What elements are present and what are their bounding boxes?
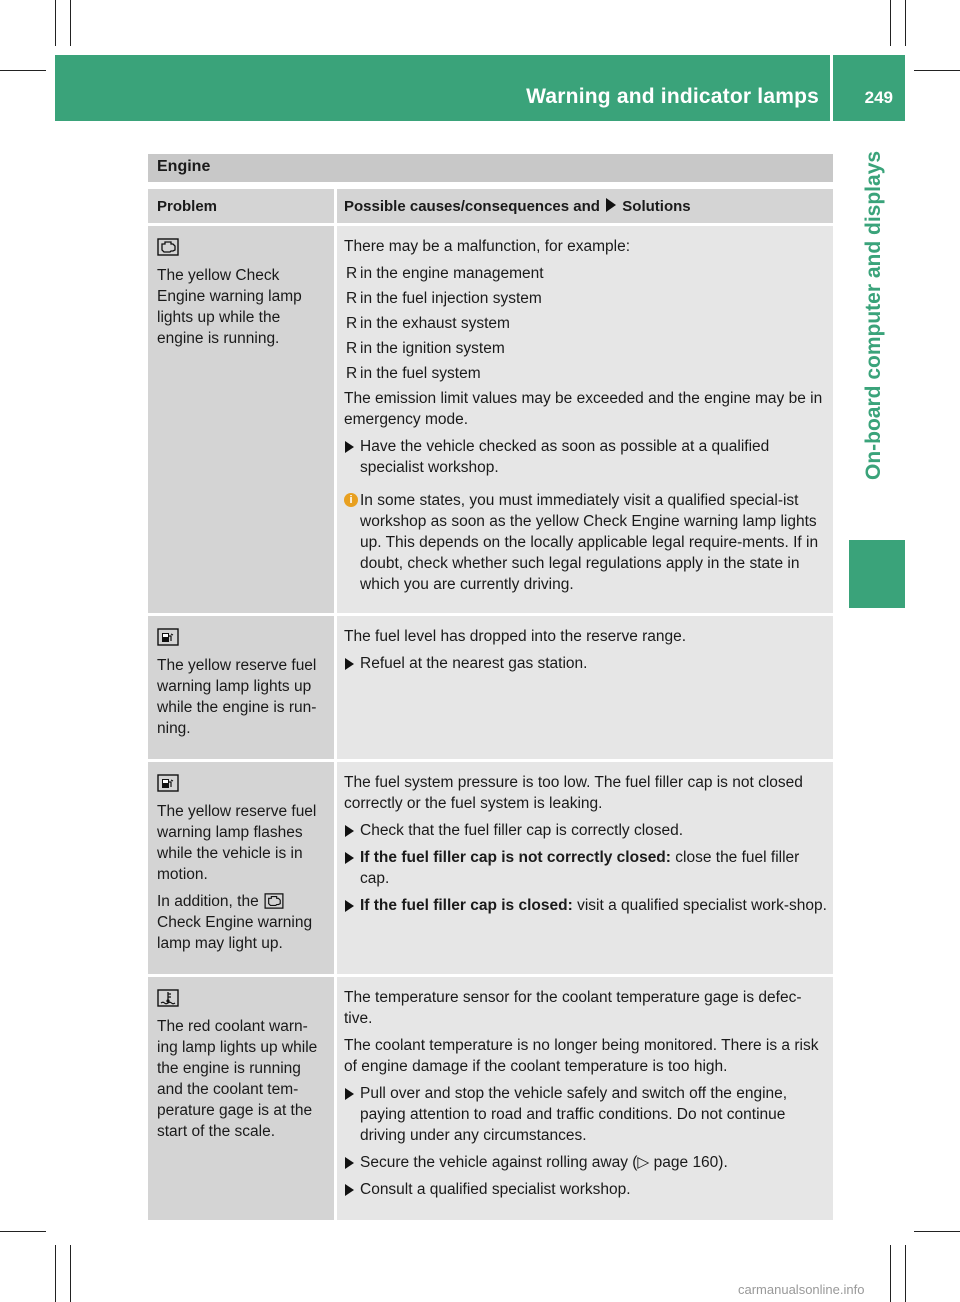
crop-mark — [0, 1231, 46, 1232]
problem-cell — [148, 226, 334, 613]
table-row — [148, 974, 833, 1220]
solution-cell — [337, 977, 833, 1220]
header-solutions — [337, 189, 833, 223]
solution-step: Check that the fuel filler cap is correctly closed. — [344, 820, 827, 841]
solution-cell — [337, 226, 833, 613]
solution-step: Secure the vehicle against rolling away (▷ page 160). — [344, 1152, 827, 1173]
solution-step: Have the vehicle checked as soon as possible at a qualified specialist workshop. — [344, 436, 827, 478]
fuel-reserve-lamp-icon — [157, 774, 179, 792]
problem-text: The yellow Check Engine warning lamp lights up while the engine is running. — [157, 267, 302, 347]
table-row — [148, 223, 833, 613]
table-row — [148, 759, 833, 974]
list-item: R in the engine management — [346, 265, 544, 282]
info-note: i In some states, you must immediately visit a qualified special-ist workshop as soon as the yellow Check Engine warning lamp lights up. This depends on the locally applicable legal require-ments. If in doubt, check whether such legal regulations apply in the state in which you are currently driving. — [344, 490, 827, 595]
cause-intro: The fuel system pressure is too low. The fuel filler cap is not closed correctly or the fuel system is leaking. — [344, 774, 803, 812]
arrow-icon — [345, 1157, 354, 1169]
fuel-reserve-lamp-icon — [157, 628, 179, 646]
crop-mark — [55, 1245, 56, 1302]
header-solutions-suffix: Solutions — [622, 198, 691, 215]
table-row — [148, 613, 833, 759]
crop-mark — [890, 1245, 891, 1302]
arrow-icon — [345, 825, 354, 837]
solution-step: Consult a qualified specialist workshop. — [344, 1179, 827, 1200]
problem-text: The yellow reserve fuel warning lamp lights up while the engine is run-ning. — [157, 657, 317, 737]
table-header-row — [148, 189, 833, 223]
arrow-icon — [345, 1088, 354, 1100]
problem-text: The yellow reserve fuel warning lamp flashes while the vehicle is in motion. — [157, 803, 317, 883]
header-title: Warning and indicator lamps — [526, 85, 819, 108]
crop-mark — [905, 0, 906, 46]
problem-text: The red coolant warn-ing lamp lights up while the engine is running and the coolant tem-perature gage is at the start of the scale. — [157, 1018, 318, 1140]
crop-mark — [905, 1245, 906, 1302]
check-engine-lamp-icon — [157, 238, 179, 256]
consequence-text: The coolant temperature is no longer being monitored. There is a risk of engine damage if the coolant temperature is too high. — [344, 1037, 819, 1075]
solution-step: Pull over and stop the vehicle safely and switch off the engine, paying attention to road and traffic conditions. Do not continue driving under any circumstances. — [344, 1083, 827, 1146]
arrow-icon — [345, 658, 354, 670]
problem-extra: In addition, the Check Engine warning lamp may light up. — [157, 893, 313, 952]
problem-cell — [148, 616, 334, 759]
info-icon: i — [344, 493, 358, 507]
check-engine-lamp-icon — [263, 893, 285, 909]
list-item: R in the fuel injection system — [346, 290, 542, 307]
list-item: R in the ignition system — [346, 340, 505, 357]
problem-cell — [148, 977, 334, 1220]
arrow-icon — [606, 198, 616, 212]
warning-table — [148, 189, 833, 1220]
watermark: carmanualsonline.info — [738, 1282, 865, 1297]
crop-mark — [55, 0, 56, 46]
crop-mark — [70, 1245, 71, 1302]
list-item: R in the fuel system — [346, 365, 481, 382]
cause-intro: The fuel level has dropped into the reserve range. — [344, 628, 687, 645]
crop-mark — [890, 0, 891, 46]
cause-intro: There may be a malfunction, for example: — [344, 238, 631, 255]
header-problem: Problem — [148, 189, 334, 223]
crop-mark — [70, 0, 71, 46]
side-tab-label: On-board computer and displays — [862, 150, 885, 480]
page-header — [55, 55, 905, 121]
list-item: R in the exhaust system — [346, 315, 510, 332]
arrow-icon — [345, 900, 354, 912]
crop-mark — [0, 70, 46, 71]
section-title: Engine — [157, 158, 211, 175]
coolant-temperature-lamp-icon — [157, 989, 179, 1007]
consequence-text: The emission limit values may be exceeded and the engine may be in emergency mode. — [344, 390, 823, 428]
header-solutions-prefix: Possible causes/consequences and — [344, 198, 600, 215]
side-tab-marker — [849, 540, 905, 608]
solution-cell — [337, 762, 833, 974]
section-title-bar — [148, 154, 833, 182]
solution-step: If the fuel filler cap is not correctly closed: close the fuel filler cap. — [344, 847, 827, 889]
crop-mark — [914, 1231, 960, 1232]
problem-cell — [148, 762, 334, 974]
arrow-icon — [345, 1184, 354, 1196]
solution-step: Refuel at the nearest gas station. — [344, 653, 827, 674]
cause-intro: The temperature sensor for the coolant temperature gage is defec-tive. — [344, 989, 802, 1027]
header-separator — [830, 55, 833, 121]
crop-mark — [914, 70, 960, 71]
arrow-icon — [345, 852, 354, 864]
page-number: 249 — [864, 88, 893, 107]
solution-cell — [337, 616, 833, 759]
solution-step: If the fuel filler cap is closed: visit a qualified specialist work-shop. — [344, 895, 827, 916]
arrow-icon — [345, 441, 354, 453]
